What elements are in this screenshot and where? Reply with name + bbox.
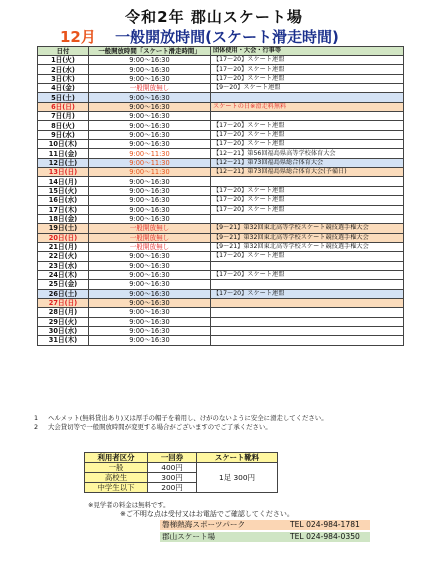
page-subtitle: [60, 26, 339, 47]
schedule-row: [38, 65, 404, 74]
row-date: 16日(水): [38, 196, 89, 205]
price-row: [85, 463, 278, 473]
contact-note: ※ご不明な点は受付又はお電話でご確認してください。: [120, 510, 294, 518]
row-time: 9:00～16:30: [89, 308, 211, 317]
row-time: 9:00～16:30: [89, 270, 211, 279]
row-date: 19日(土): [38, 224, 89, 233]
price-label: 高校生: [85, 473, 148, 483]
schedule-row: [38, 242, 404, 251]
note-1: [34, 414, 414, 423]
row-time: 一般開放無し: [89, 84, 211, 93]
schedule-row: [38, 317, 404, 326]
schedule-body: [38, 56, 404, 346]
row-time: 9:00～11:30: [89, 149, 211, 158]
schedule-row: [38, 336, 404, 345]
row-note: 【17～20】スケート連盟: [211, 121, 404, 130]
row-time: 9:00～16:30: [89, 317, 211, 326]
row-date: 31日(木): [38, 336, 89, 345]
shoe-price: 1足 300円: [197, 463, 278, 493]
notes: [34, 414, 414, 432]
row-note: [211, 177, 404, 186]
schedule-row: [38, 93, 404, 102]
schedule-row: [38, 186, 404, 195]
schedule-row: [38, 112, 404, 121]
row-time: 9:00～16:30: [89, 65, 211, 74]
row-note: [211, 298, 404, 307]
row-note: [211, 112, 404, 121]
row-note: 【9～21】第32回東北高等学校スケート競技選手権大会: [211, 233, 404, 242]
row-note: [211, 261, 404, 270]
row-note: スケートの日※滑走料無料: [211, 102, 404, 111]
row-note: [211, 308, 404, 317]
row-date: 1日(火): [38, 56, 89, 65]
row-note: 【9～20】スケート連盟: [211, 84, 404, 93]
row-note: 【17～20】スケート連盟: [211, 205, 404, 214]
row-time: 9:00～16:30: [89, 214, 211, 223]
row-time: 9:00～16:30: [89, 102, 211, 111]
note-text: ヘルメット(無料貸出あり)又は厚手の帽子を着用し、けがのないように安全に滑走してください。: [48, 414, 328, 422]
row-note: 【17～20】スケート連盟: [211, 186, 404, 195]
schedule-row: [38, 214, 404, 223]
schedule-row: [38, 224, 404, 233]
schedule-row: [38, 298, 404, 307]
row-date: 2日(水): [38, 65, 89, 74]
row-date: 14日(月): [38, 177, 89, 186]
row-note: 【17～20】スケート連盟: [211, 289, 404, 298]
row-date: 26日(土): [38, 289, 89, 298]
row-note: 【17～20】スケート連盟: [211, 65, 404, 74]
row-note: [211, 280, 404, 289]
note-number: 2: [34, 423, 39, 431]
row-time: 9:00～16:30: [89, 112, 211, 121]
row-date: 23日(水): [38, 261, 89, 270]
row-note: 【12～21】第56回福島県高等学校体育大会: [211, 149, 404, 158]
row-date: 24日(木): [38, 270, 89, 279]
note-number: 1: [34, 414, 39, 422]
row-note: [211, 214, 404, 223]
row-note: [211, 336, 404, 345]
contact-name: 磐梯熱海スポーツパーク: [162, 520, 246, 529]
note-2: [34, 423, 414, 432]
row-time: 9:00～16:30: [89, 280, 211, 289]
row-note: [211, 93, 404, 102]
price-value: 200円: [148, 483, 197, 493]
schedule-row: [38, 74, 404, 83]
row-date: 10日(木): [38, 140, 89, 149]
row-time: 9:00～16:30: [89, 56, 211, 65]
row-date: 13日(日): [38, 168, 89, 177]
row-date: 29日(火): [38, 317, 89, 326]
row-date: 25日(金): [38, 280, 89, 289]
schedule-row: [38, 205, 404, 214]
row-note: [211, 326, 404, 335]
row-note: 【17～20】スケート連盟: [211, 270, 404, 279]
row-note: 【17～20】スケート連盟: [211, 252, 404, 261]
row-date: 28日(月): [38, 308, 89, 317]
row-date: 12日(土): [38, 158, 89, 167]
price-header-shoes: スケート靴料: [197, 453, 278, 463]
row-note: 【12～21】第73回福島県総合体育大会(予備日): [211, 168, 404, 177]
header-general: 一般開放時間「スケート滑走時間」: [89, 47, 211, 56]
row-note: 【12～21】第73回福島県総合体育大会: [211, 158, 404, 167]
row-time: 9:00～16:30: [89, 289, 211, 298]
header-date: 日付: [38, 47, 89, 56]
row-time: 一般開放無し: [89, 233, 211, 242]
schedule-row: [38, 102, 404, 111]
contact-box-1: [160, 520, 370, 530]
price-header-ticket: 一回券: [148, 453, 197, 463]
row-note: 【17～20】スケート連盟: [211, 196, 404, 205]
contact-box-2: [160, 532, 370, 542]
schedule-row: [38, 261, 404, 270]
row-time: 9:00～11:30: [89, 158, 211, 167]
row-date: 3日(木): [38, 74, 89, 83]
row-time: 9:00～16:30: [89, 177, 211, 186]
row-time: 9:00～16:30: [89, 205, 211, 214]
row-time: 9:00～16:30: [89, 261, 211, 270]
schedule-row: [38, 196, 404, 205]
price-label: 中学生以下: [85, 483, 148, 493]
price-label: 一般: [85, 463, 148, 473]
row-time: 9:00～16:30: [89, 74, 211, 83]
price-value: 300円: [148, 473, 197, 483]
schedule-table: [37, 46, 404, 346]
schedule-row: [38, 130, 404, 139]
row-date: 30日(水): [38, 326, 89, 335]
row-note: 【17～20】スケート連盟: [211, 130, 404, 139]
contact-name: 郡山スケート場: [162, 532, 216, 541]
contact-tel: TEL 024-984-1781: [290, 520, 360, 529]
row-time: 9:00～16:30: [89, 130, 211, 139]
price-header-row: [85, 453, 278, 463]
schedule-row: [38, 252, 404, 261]
row-date: 20日(日): [38, 233, 89, 242]
schedule-row: [38, 168, 404, 177]
price-header-category: 利用者区分: [85, 453, 148, 463]
row-date: 4日(金): [38, 84, 89, 93]
row-date: 11日(金): [38, 149, 89, 158]
schedule-row: [38, 149, 404, 158]
schedule-row: [38, 233, 404, 242]
row-date: 27日(日): [38, 298, 89, 307]
price-value: 400円: [148, 463, 197, 473]
row-note: 【17～20】スケート連盟: [211, 140, 404, 149]
row-time: 一般開放無し: [89, 242, 211, 251]
schedule-row: [38, 84, 404, 93]
row-time: 9:00～16:30: [89, 196, 211, 205]
row-time: 9:00～16:30: [89, 298, 211, 307]
row-time: 9:00～16:30: [89, 121, 211, 130]
schedule-row: [38, 280, 404, 289]
row-date: 7日(月): [38, 112, 89, 121]
page-title: 令和2年 郡山スケート場: [125, 8, 303, 26]
row-date: 17日(木): [38, 205, 89, 214]
subtitle-text: 一般開放時間(スケート滑走時間): [115, 28, 339, 46]
row-time: 一般開放無し: [89, 224, 211, 233]
schedule-row: [38, 140, 404, 149]
row-date: 22日(火): [38, 252, 89, 261]
row-date: 5日(土): [38, 93, 89, 102]
row-date: 18日(金): [38, 214, 89, 223]
schedule-row: [38, 158, 404, 167]
row-note: [211, 317, 404, 326]
row-time: 9:00～16:30: [89, 252, 211, 261]
schedule-row: [38, 121, 404, 130]
schedule-row: [38, 326, 404, 335]
row-date: 15日(火): [38, 186, 89, 195]
row-time: 9:00～11:30: [89, 168, 211, 177]
schedule-row: [38, 177, 404, 186]
schedule-row: [38, 308, 404, 317]
price-table: [84, 452, 278, 493]
note-text: 大会貸切等で一般開放時間が変更する場合がございますのでご了承ください。: [48, 423, 272, 431]
row-note: 【9～21】第32回東北高等学校スケート競技選手権大会: [211, 224, 404, 233]
row-time: 9:00～16:30: [89, 326, 211, 335]
row-note: 【9～21】第32回東北高等学校スケート競技選手権大会: [211, 242, 404, 251]
row-date: 6日(日): [38, 102, 89, 111]
row-time: 9:00～16:30: [89, 93, 211, 102]
row-time: 9:00～16:30: [89, 186, 211, 195]
schedule-header-row: [38, 47, 404, 56]
header-group: 団体使用・大会・行事等: [211, 47, 404, 56]
row-date: 8日(火): [38, 121, 89, 130]
contact-tel: TEL 024-984-0350: [290, 532, 360, 541]
row-date: 21日(月): [38, 242, 89, 251]
schedule-row: [38, 289, 404, 298]
spectator-note: ※見学者の料金は無料です。: [88, 501, 170, 509]
row-note: 【17～20】スケート連盟: [211, 74, 404, 83]
month-label: 12月: [60, 28, 96, 46]
row-note: 【17～20】スケート連盟: [211, 56, 404, 65]
row-time: 9:00～16:30: [89, 140, 211, 149]
schedule-row: [38, 56, 404, 65]
row-date: 9日(水): [38, 130, 89, 139]
schedule-row: [38, 270, 404, 279]
row-time: 9:00～16:30: [89, 336, 211, 345]
